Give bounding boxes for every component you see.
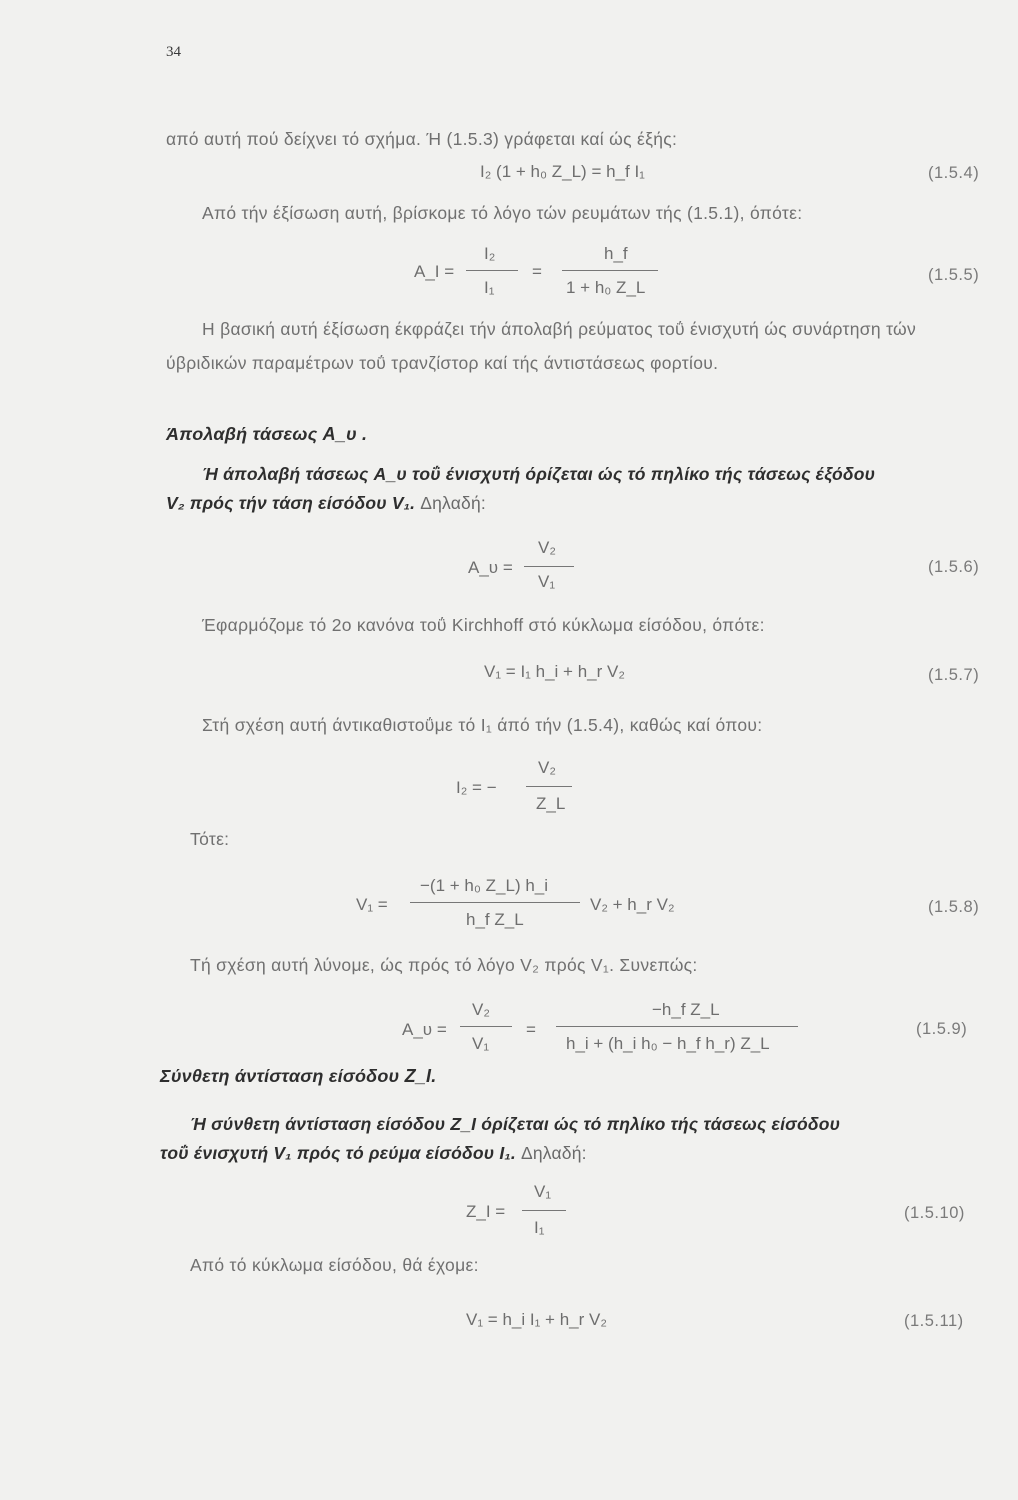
page-number: 34 [166,44,181,60]
fraction-numerator: −h_f Z_L [652,1000,720,1019]
heading-voltage-gain: Άπολαβή τάσεως A_υ . [166,424,368,444]
equation-number-1-5-10: (1.5.10) [904,1204,965,1222]
fraction-bar [460,1026,512,1027]
equation-number-1-5-11: (1.5.11) [904,1312,964,1330]
equation-1-5-7: V₁ = I₁ h_i + h_r V₂ [484,662,625,681]
fraction-numerator: V₂ [538,538,556,557]
equation-1-5-4: I₂ (1 + h₀ Z_L) = h_f I₁ [480,162,645,181]
fraction-bar [524,566,574,567]
paragraph-input-circuit: Από τό κύκλωμα είσόδου, θά έχομε: [190,1255,479,1275]
heading-input-impedance: Σύνθετη άντίσταση είσόδου Z_I. [160,1066,437,1086]
fraction-denominator: h_i + (h_i h₀ − h_f h_r) Z_L [566,1034,770,1053]
fraction-denominator: V₁ [538,572,556,591]
fraction-numerator: V₂ [538,758,556,777]
fraction-bar [526,786,572,787]
fraction-bar [522,1210,566,1211]
paragraph-kirchhoff: Έφαρμόζομε τό 2ο κανόνα τοΰ Kirchhoff στό κύκλωμα είσόδου, όπότε: [202,615,765,635]
paragraph-ratio: Από τήν έξίσωση αυτή, βρίσκομε τό λόγο τών ρευμάτων τής (1.5.1), όπότε: [202,203,803,223]
equation-number-1-5-6: (1.5.6) [928,558,980,576]
fraction-numerator: V₁ [534,1182,552,1201]
fraction-bar [562,270,658,271]
fraction-numerator: h_f [604,244,628,263]
paragraph-solve: Τή σχέση αυτή λύνομε, ώς πρός τό λόγο V₂ πρός V₁. Συνεπώς: [190,955,698,975]
fraction-denominator: I₁ [534,1218,545,1237]
fraction-numerator: I₂ [484,244,496,263]
fraction-denominator: 1 + h₀ Z_L [566,278,646,297]
fraction-denominator: Z_L [536,794,566,813]
equation-number-1-5-7: (1.5.7) [928,666,980,684]
equation-number-1-5-9: (1.5.9) [916,1020,968,1038]
fraction-denominator: I₁ [484,278,495,297]
paragraph-substitute: Στή σχέση αυτή άντικαθιστοΰμε τό I₁ άπό τήν (1.5.4), καθώς καί όπου: [202,715,763,735]
fraction-bar [410,902,580,903]
fraction-bar [556,1026,798,1027]
equation-1-5-11: V₁ = h_i I₁ + h_r V₂ [466,1310,607,1329]
fraction-denominator: V₁ [472,1034,490,1053]
equation-number-1-5-8: (1.5.8) [928,898,980,916]
definition-voltage-gain: Ή άπολαβή τάσεως A_υ τοΰ ένισχυτή όρίζεται ώς τό πηλίκο τής τάσεως έξόδου V₂ πρός τήν τάση είσόδου V₁. Δηλαδή: [166,464,876,513]
paragraph-current-gain: Η βασική αυτή έξίσωση έκφράζει τήν άπολαβή ρεύματος τοΰ ένισχυτή ώς συνάρτηση τών ύβριδικών παραμέτρων τοΰ τρανζίστορ καί τής άντιστάσεως φορτίου. [166,319,917,373]
fraction-numerator: −(1 + h₀ Z_L) h_i [420,876,549,895]
fraction-bar [466,270,518,271]
fraction-denominator: h_f Z_L [466,910,524,929]
definition-input-impedance: Ή σύνθετη άντίσταση είσόδου Z_I όρίζεται ώς τό πηλίκο τής τάσεως είσόδου τοΰ ένισχυτή V₁ πρός τό ρεύμα είσόδου I₁. Δηλαδή: [160,1114,841,1163]
equation-number-1-5-5: (1.5.5) [928,266,980,284]
equation-number-1-5-4: (1.5.4) [928,164,980,182]
book-page: 34 από αυτή πού δείχνει τό σχήμα. Ή (1.5.3) γράφεται καί ώς έξής: I₂ (1 + h₀ Z_L) = h_f I₁ (1.5.4) Από τήν έξίσωση αυτή, βρίσκομε τό λόγο τών ρευμάτων τής (1.5.1), όπότε: A_I = I₂ I₁ = h_f 1 + h₀ Z_L (1.5.5) Η βασική αυτή έξίσωση έκφράζει τήν άπολαβή ρεύματος τοΰ ένισχυτή ώς συνάρτηση τών ύβριδικών παραμέτρων τοΰ τρανζίστορ καί τής άντιστάσεως φορτίου. Άπολαβή τάσεως A_υ . Ή άπολαβή τάσεως A_υ τοΰ ένισχυτή όρίζεται ώς τό πηλίκο τής τάσεως έξόδου V₂ πρός τήν τάση είσόδου V₁. Δηλαδή: A_υ = V₂ V₁ (1.5.6) Έφαρμόζομε τό 2ο κανόνα τοΰ Kirchhoff στό κύκλωμα είσόδου, όπότε: V₁ = I₁ h_i + h_r V₂ (1.5.7) Στή σχέση αυτή άντικαθιστοΰμε τό I₁ άπό τήν (1.5.4), καθώς καί όπου: I₂ = − V₂ Z_L Τότε: V₁ = −(1 + h₀ Z_L) h_i h_f Z_L V₂ + h_r V₂ (1.5.8) Τή σχέση αυτή λύνομε, ώς πρός τό λόγο V₂ πρός V₁. Συνεπώς: A_υ = V₂ V₁ = −h_f Z_L h_i + (h_i h₀ − h_f h_r) Z_L (1.5.9) Σύνθετη άντίσταση είσόδου Z_I. Ή σύνθετη άντίσταση είσόδου Z_I όρίζεται ώς τό πηλίκο τής τάσεως είσόδου τοΰ ένισχυτή V₁ πρός τό ρεύμα είσόδου I₁. Δηλαδή: Z_I = V₁ I₁ (1.5.10) Από τό κύκλωμα είσόδου, θά έχομε: V₁ = h_i I₁ + h_r V₂ (1.5.11) [0,0,1018,1500]
paragraph-intro: από αυτή πού δείχνει τό σχήμα. Ή (1.5.3) γράφεται καί ώς έξής: [166,129,678,149]
fraction-numerator: V₂ [472,1000,490,1019]
paragraph-then: Τότε: [190,829,230,849]
